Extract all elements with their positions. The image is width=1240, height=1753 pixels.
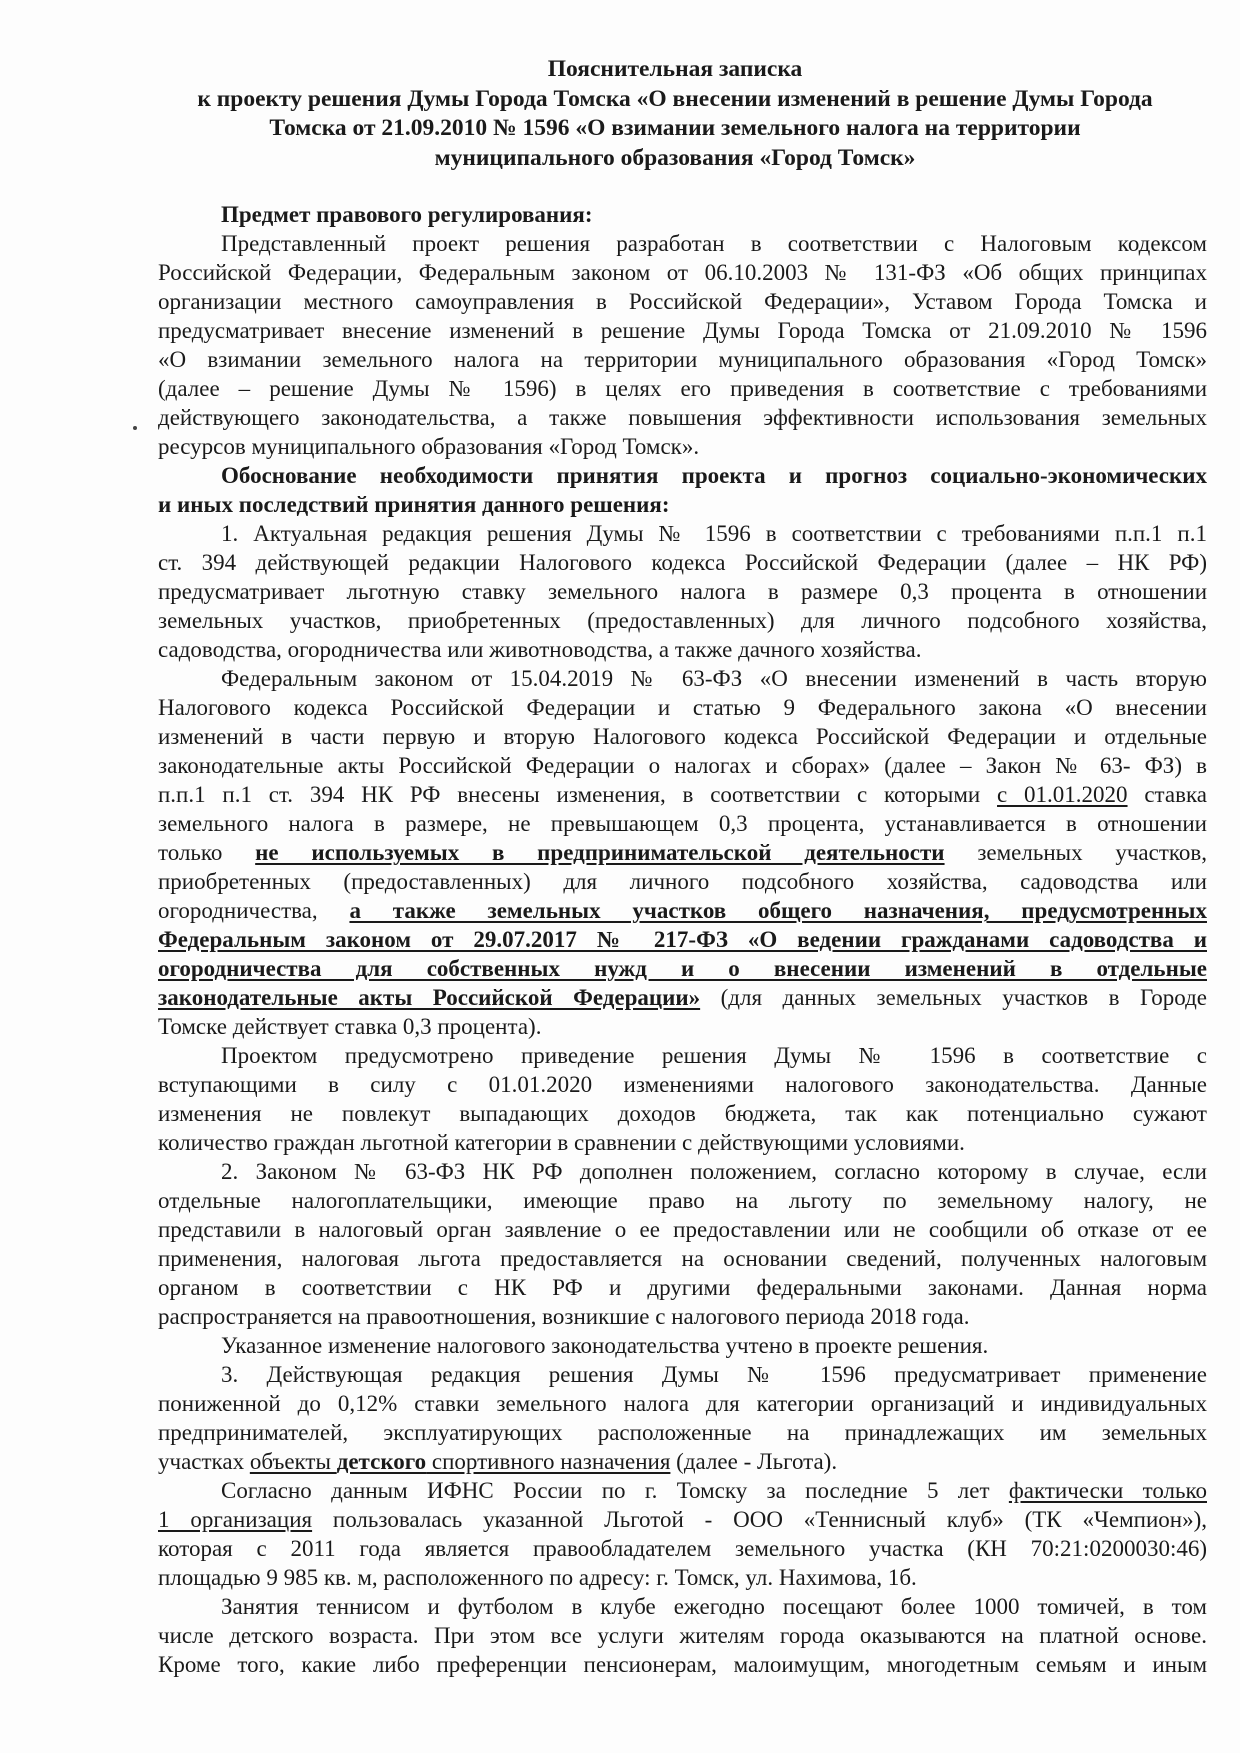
text-segment: распространяется на правоотношения, возникшие с налогового периода 2018 года. <box>158 1304 970 1329</box>
text-segment: применения, налоговая льгота предоставляется на основании сведений, полученных налоговым <box>158 1246 1207 1271</box>
underlined-text: законодательные акты Российской Федерации» <box>158 985 701 1010</box>
text-line <box>158 1186 1207 1215</box>
text-line <box>158 606 1207 635</box>
text-segment: приобретенных (предоставленных) для личного подсобного хозяйства, садоводства или <box>158 869 1207 894</box>
text-segment: предпринимателей, эксплуатирующих расположенные на принадлежащих им земельных <box>158 1420 1207 1445</box>
text-line <box>158 374 1207 403</box>
text-line <box>158 1389 1207 1418</box>
text-line <box>158 1563 1207 1592</box>
paragraph <box>158 1331 1207 1360</box>
underlined-text: объекты <box>249 1449 337 1474</box>
text-line <box>158 664 1207 693</box>
text-segment: действующего законодательства, а также повышения эффективности использования земельных <box>158 405 1207 430</box>
text-line <box>158 258 1207 287</box>
text-segment: ставка <box>1127 782 1207 807</box>
text-segment: вступающими в силу с 01.01.2020 изменениями налогового законодательства. Данные <box>158 1072 1207 1097</box>
text-line <box>158 635 1207 664</box>
text-segment: ст. 394 действующей редакции Налогового кодекса Российской Федерации (далее – НК РФ) <box>158 550 1207 575</box>
text-line <box>158 838 1207 867</box>
text-segment: Представленный проект решения разработан в соответствии с Налоговым кодексом <box>221 231 1207 256</box>
text-line <box>158 1244 1207 1273</box>
text-segment: площадью 9 985 кв. м, расположенного по адресу: г. Томск, ул. Нахимова, 1б. <box>158 1565 917 1590</box>
text-line <box>158 461 1207 490</box>
text-segment: Налогового кодекса Российской Федерации и статью 9 Федерального закона «О внесении <box>158 695 1207 720</box>
text-segment: (далее – решение Думы № 1596) в целях его приведения в соответствие с требованиями <box>158 376 1207 401</box>
text-line <box>158 1041 1207 1070</box>
text-line <box>158 1070 1207 1099</box>
text-line <box>158 1534 1207 1563</box>
text-line <box>158 577 1207 606</box>
underlined-text: не используемых в предпринимательской деятельности <box>255 840 945 865</box>
text-segment: отдельные налогоплательщики, имеющие право на льготу по земельному налогу, не <box>158 1188 1207 1213</box>
document-title <box>150 55 1200 173</box>
text-segment: предусматривает внесение изменений в решение Думы Города Томска от 21.09.2010 № 1596 <box>158 318 1207 343</box>
underlined-text: детского <box>336 1449 427 1474</box>
text-segment: только <box>158 840 256 865</box>
underlined-text: с 01.01.2020 <box>997 782 1128 807</box>
text-line <box>158 316 1207 345</box>
text-segment: изменений в части первую и вторую Налогового кодекса Российской Федерации и отдельные <box>158 724 1207 749</box>
text-segment: участках <box>158 1449 250 1474</box>
text-line <box>158 1476 1207 1505</box>
text-segment: Проектом предусмотрено приведение решения Думы № 1596 в соответствие с <box>221 1043 1207 1068</box>
text-segment: представили в налоговый орган заявление о ее предоставлении или не сообщили об отказе от ее <box>158 1217 1207 1242</box>
text-line <box>158 1273 1207 1302</box>
text-segment: пониженной до 0,12% ставки земельного налога для категории организаций и индивидуальных <box>158 1391 1207 1416</box>
text-line <box>158 1302 1207 1331</box>
text-segment: Предмет правового регулирования: <box>221 202 593 227</box>
underlined-text: а также земельных участков общего назначения, предусмотренных <box>349 898 1207 923</box>
text-segment: «О взимании земельного налога на территории муниципального образования «Город Томск» <box>158 347 1207 372</box>
text-segment: Кроме того, какие либо преференции пенсионерам, малоимущим, многодетным семьям и иным <box>158 1652 1207 1677</box>
title-line: Томска от 21.09.2010 № 1596 «О взимании земельного налога на территории <box>269 115 1081 141</box>
text-line <box>158 925 1207 954</box>
text-segment: ресурсов муниципального образования «Город Томск». <box>158 434 700 459</box>
paragraph <box>158 664 1207 1041</box>
text-segment: огородничества, <box>158 898 350 923</box>
text-segment: предусматривает льготную ставку земельного налога в размере 0,3 процента в отношении <box>158 579 1207 604</box>
text-segment: Указанное изменение налогового законодательства учтено в проекте решения. <box>221 1333 989 1358</box>
text-line <box>158 693 1207 722</box>
section-heading <box>158 461 1207 519</box>
underlined-text: Федеральным законом от 29.07.2017 № 217-ФЗ «О ведении гражданами садоводства и <box>158 927 1207 952</box>
text-line <box>158 490 1207 519</box>
text-segment: 1. Актуальная редакция решения Думы № 1596 в соответствии с требованиями п.п.1 п.1 <box>221 521 1207 546</box>
text-line <box>158 1505 1207 1534</box>
text-segment: Согласно данным ИФНС России по г. Томску за последние 5 лет <box>221 1478 1009 1503</box>
text-segment: Занятия теннисом и футболом в клубе ежегодно посещают более 1000 томичей, в том <box>221 1594 1207 1619</box>
text-segment: законодательные акты Российской Федерации о налогах и сборах» (далее – Закон № 63- ФЗ) в <box>158 753 1207 778</box>
text-line <box>158 1331 1207 1360</box>
text-line <box>158 867 1207 896</box>
text-line <box>158 403 1207 432</box>
underlined-text: 1 организация <box>158 1507 313 1532</box>
text-line <box>158 722 1207 751</box>
text-segment: и иных последствий принятия данного решения: <box>158 492 670 517</box>
scan-speck <box>133 426 137 430</box>
text-segment: Российской Федерации, Федеральным законом от 06.10.2003 № 131-ФЗ «Об общих принципах <box>158 260 1207 285</box>
text-line <box>158 809 1207 838</box>
text-line <box>158 1621 1207 1650</box>
paragraph <box>158 1157 1207 1331</box>
text-segment: 3. Действующая редакция решения Думы № 1596 предусматривает применение <box>221 1362 1207 1387</box>
text-line <box>158 751 1207 780</box>
text-line <box>158 200 1207 229</box>
text-line <box>158 548 1207 577</box>
text-line <box>158 1099 1207 1128</box>
text-segment: числе детского возраста. При этом все услуги жителям города оказываются на платной основе. <box>158 1623 1207 1648</box>
text-line <box>158 780 1207 809</box>
text-line <box>158 1650 1207 1679</box>
text-line <box>158 345 1207 374</box>
text-line <box>158 896 1207 925</box>
text-segment: Томске действует ставка 0,3 процента). <box>158 1014 542 1039</box>
text-segment: организации местного самоуправления в Российской Федерации», Уставом Города Томска и <box>158 289 1207 314</box>
title-line: Пояснительная записка <box>547 56 803 82</box>
text-segment: Федеральным законом от 15.04.2019 № 63-ФЗ «О внесении изменений в часть вторую <box>221 666 1207 691</box>
text-line <box>158 519 1207 548</box>
text-line <box>158 1128 1207 1157</box>
text-segment: земельного налога в размере, не превышающем 0,3 процента, устанавливается в отношении <box>158 811 1207 836</box>
underlined-text: огородничества для собственных нужд и о внесении изменений в отдельные <box>158 956 1207 981</box>
text-segment: изменения не повлекут выпадающих доходов бюджета, так как потенциально сужают <box>158 1101 1207 1126</box>
text-segment: (для данных земельных участков в Городе <box>700 985 1207 1010</box>
paragraph <box>158 519 1207 664</box>
text-segment: количество граждан льготной категории в сравнении с действующими условиями. <box>158 1130 965 1155</box>
underlined-text: спортивного назначения <box>426 1449 671 1474</box>
underlined-text: фактически только <box>1008 1478 1207 1503</box>
title-line: к проекту решения Думы Города Томска «О внесении изменений в решение Думы Города <box>197 85 1153 112</box>
paragraph <box>158 1041 1207 1157</box>
text-segment: земельных участков, <box>944 840 1207 865</box>
text-segment: 2. Законом № 63-ФЗ НК РФ дополнен положением, согласно которому в случае, если <box>221 1159 1207 1184</box>
text-segment: садоводства, огородничества или животноводства, а также дачного хозяйства. <box>158 637 922 662</box>
text-segment: земельных участков, приобретенных (предоставленных) для личного подсобного хозяйства, <box>158 608 1207 633</box>
text-line <box>158 432 1207 461</box>
text-segment: п.п.1 п.1 ст. 394 НК РФ внесены изменения, в соответствии с которыми <box>158 782 998 807</box>
text-line <box>158 954 1207 983</box>
text-line <box>158 1418 1207 1447</box>
text-line <box>158 1215 1207 1244</box>
paragraph <box>158 1476 1207 1592</box>
paragraph <box>158 229 1207 461</box>
text-line <box>158 983 1207 1012</box>
text-line <box>158 1360 1207 1389</box>
text-segment: которая с 2011 года является правообладателем земельного участка (КН 70:21:0200030:46) <box>158 1536 1207 1561</box>
document-body <box>158 200 1207 1679</box>
text-segment: Обоснование необходимости принятия проекта и прогноз социально-экономических <box>221 463 1207 488</box>
section-heading <box>158 200 1207 229</box>
text-segment: (далее - Льгота). <box>670 1449 838 1474</box>
text-line <box>158 1157 1207 1186</box>
text-line <box>158 1447 1207 1476</box>
text-segment: пользовалась указанной Льготой - ООО «Теннисный клуб» (ТК «Чемпион»), <box>312 1507 1208 1532</box>
title-line: муниципального образования «Город Томск» <box>434 144 916 171</box>
text-line <box>158 1592 1207 1621</box>
paragraph <box>158 1360 1207 1476</box>
text-segment: органом в соответствии с НК РФ и другими федеральными законами. Данная норма <box>158 1275 1207 1300</box>
text-line <box>158 229 1207 258</box>
paragraph <box>158 1592 1207 1679</box>
text-line <box>158 1012 1207 1041</box>
text-line <box>158 287 1207 316</box>
